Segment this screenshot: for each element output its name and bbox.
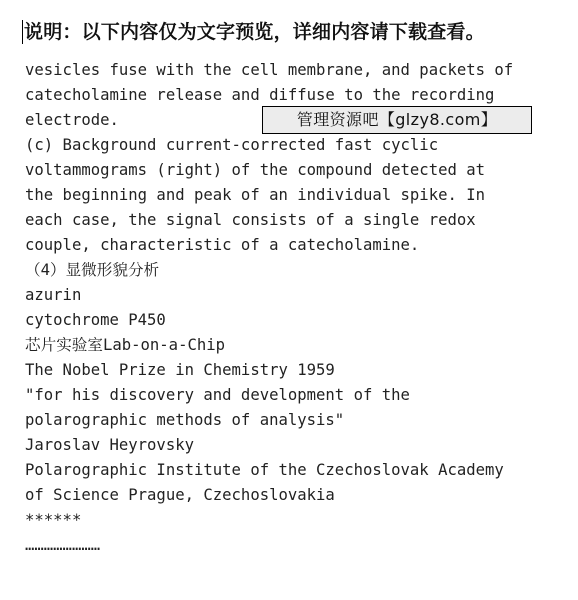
text-line: cytochrome P450 (25, 311, 166, 329)
text-line: "for his discovery and development of the (25, 386, 410, 404)
text-line: Jaroslav Heyrovsky (25, 436, 194, 454)
text-line: couple, characteristic of a catecholamine. (25, 236, 420, 254)
text-line: vesicles fuse with the cell membrane, and packets of (25, 61, 514, 79)
asterisk-separator: ****** (25, 511, 82, 529)
text-line: the beginning and peak of an individual spike. In (25, 186, 486, 204)
text-line: The Nobel Prize in Chemistry 1959 (25, 361, 335, 379)
preview-notice: 说明：以下内容仅为文字预览，详细内容请下载查看。 (24, 21, 485, 43)
text-line: electrode. (25, 111, 119, 129)
text-line: catecholamine release and diffuse to the recording (25, 86, 495, 104)
text-line: 芯片实验室Lab-on-a-Chip (25, 336, 226, 354)
text-line: Polarographic Institute of the Czechoslovak Academy (25, 461, 504, 479)
section-heading: （4）显微形貌分析 (25, 261, 160, 279)
dotted-separator: …………………… (25, 536, 101, 554)
text-line: each case, the signal consists of a single redox (25, 211, 476, 229)
text-line: (c) Background current-corrected fast cyclic (25, 136, 439, 154)
text-line: voltammograms (right) of the compound detected at (25, 161, 486, 179)
text-line: azurin (25, 286, 82, 304)
watermark-box: 管理资源吧【glzy8.com】 (262, 106, 532, 134)
text-cursor (22, 20, 23, 44)
text-line: polarographic methods of analysis" (25, 411, 345, 429)
text-line: of Science Prague, Czechoslovakia (25, 486, 335, 504)
